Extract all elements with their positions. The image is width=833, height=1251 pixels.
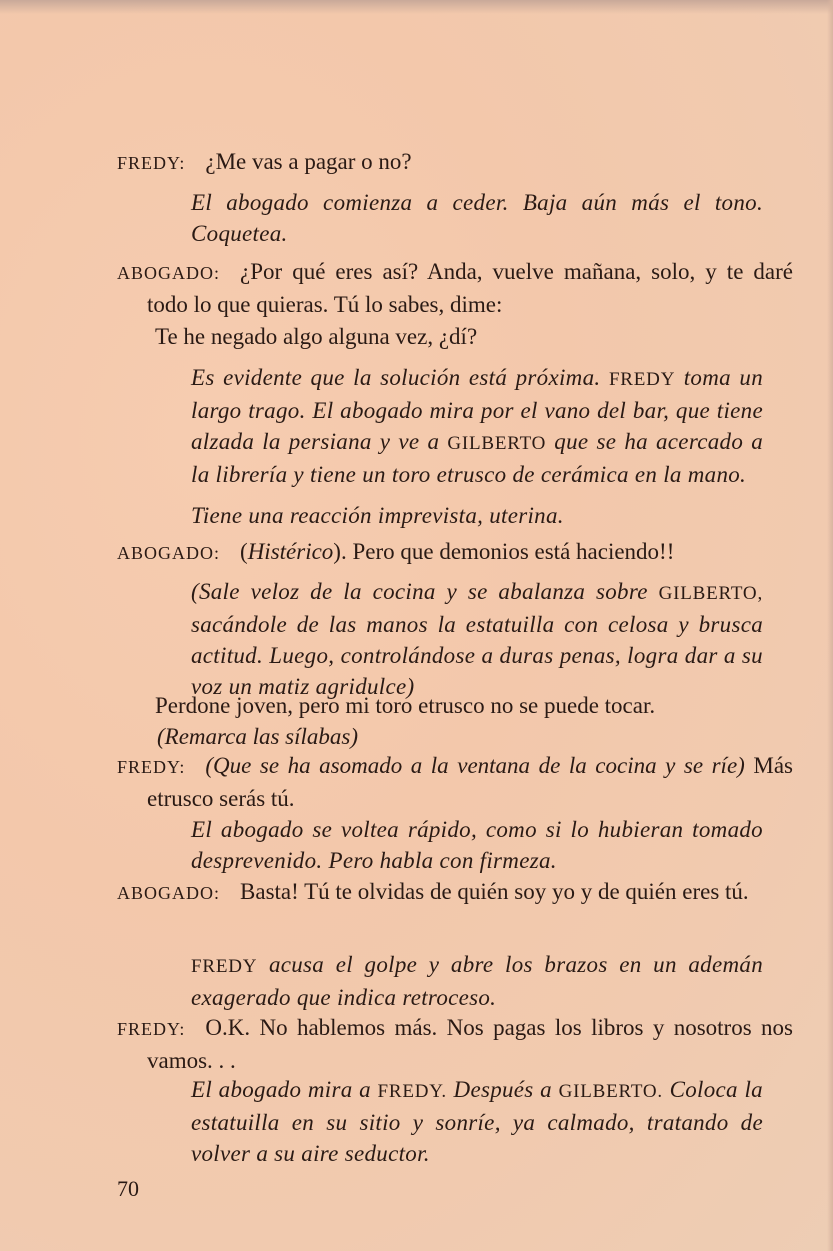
stage-direction [191,1074,763,1169]
character-name: GILBERTO. [558,1081,663,1102]
stage-direction [191,362,763,490]
dialogue-continuation [155,321,763,352]
dialogue-line [117,750,793,814]
dialogue-text: O.K. No hablemos más. Nos pagas los libros y nosotros nos vamos. . . [147,1015,793,1073]
stage-aside: Histérico [247,539,334,564]
stage-text: sacándole de las manos la estatuilla con celosa y brusca actitud. Luego, controlándose a duras penas, logra dar a su voz un matiz agridulce) [191,612,763,699]
stage-aside: (Remarca las sílabas) [157,724,359,749]
stage-text: toma un largo trago. El abogado mira por el vano del bar, que tiene alzada la persiana y ve a [191,365,763,454]
speaker-label: FREDY: [117,153,186,173]
speaker-label: ABOGADO: [117,543,221,563]
stage-text: Tiene una reacción imprevista, uterina. [191,503,564,528]
speaker-label: ABOGADO: [117,263,221,283]
stage-aside: (Que se ha asomado a la ventana de la cocina y se ríe) [205,753,745,778]
character-name: FREDY [191,956,258,977]
stage-direction [191,500,763,531]
stage-text: que se ha acercado a la librería y tiene un toro etrusco de cerámica en la mano. [191,429,764,487]
character-name: GILBERTO [447,433,547,454]
dialogue-text: Perdone joven, pero mi toro etrusco no se puede tocar. [155,693,656,718]
dialogue-text: Más etrusco serás tú. [147,753,794,811]
dialogue-line [117,146,793,179]
stage-direction [191,814,763,876]
stage-text: (Sale veloz de la cocina y se abalanza sobre [191,579,648,604]
dialogue-text: Pero que demonios está haciendo!! [352,539,675,564]
dialogue-text: Te he negado algo alguna vez, ¿dí? [155,324,478,349]
page-right-edge [827,0,833,1251]
stage-text: acusa el golpe y abre los brazos en un ademán exagerado que indica retroceso. [191,952,763,1010]
stage-text: Después a [453,1077,552,1102]
stage-text: El abogado mira a [191,1077,371,1102]
dialogue-text: Basta! Tú te olvidas de quién soy yo y de quién eres tú. [240,879,749,904]
stage-direction [191,949,763,1013]
stage-text: Es evidente que la solución está próxima. [191,365,601,390]
stage-direction [191,187,763,249]
paren-close: ). [333,539,347,564]
stage-text: El abogado se voltea rápido, como si lo hubieran tomado desprevenido. Pero habla con firmeza. [191,817,763,873]
paren-open: ( [240,539,248,564]
dialogue-text: ¿Me vas a pagar o no? [205,149,412,174]
dialogue-line [117,1012,793,1076]
stage-text: El abogado comienza a ceder. Baja aún más el tono. Coquetea. [191,190,763,246]
dialogue-line [117,876,793,909]
page-top-edge [0,0,833,14]
page-number: 70 [117,1176,139,1201]
speaker-label: ABOGADO: [117,883,221,903]
character-name: FREDY. [377,1081,447,1102]
character-name: FREDY [608,369,676,390]
dialogue-line [117,536,793,569]
speaker-label: FREDY: [117,1019,186,1039]
character-name: GILBERTO, [658,583,763,604]
stage-direction [191,576,763,702]
dialogue-line [117,256,793,320]
dialogue-continuation [155,690,763,752]
dialogue-text: ¿Por qué eres así? Anda, vuelve mañana, solo, y te daré todo lo que quieras. Tú lo sabes, dime: [147,259,793,317]
stage-text: Coloca la estatuilla en su sitio y sonríe, ya calmado, tratando de volver a su aire seductor. [191,1077,763,1166]
speaker-label: FREDY: [117,757,186,777]
